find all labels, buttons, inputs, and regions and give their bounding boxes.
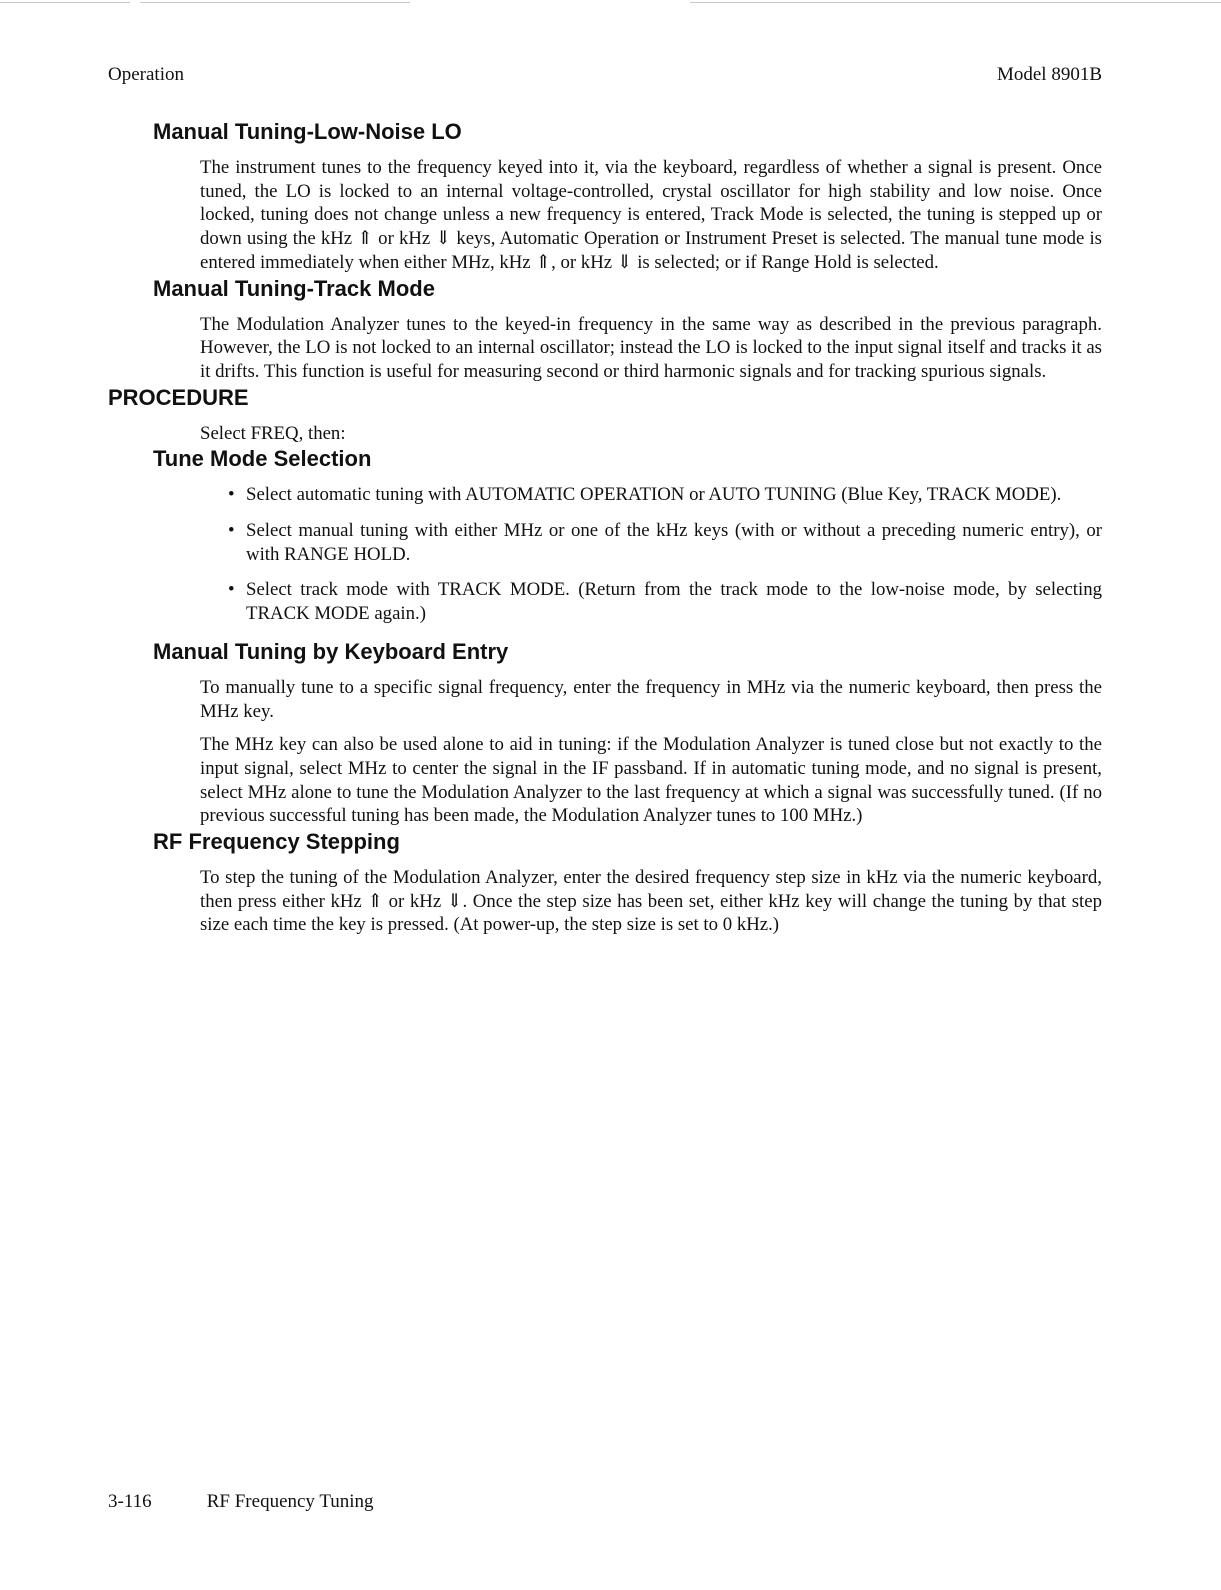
list-item-text: Select automatic tuning with AUTOMATIC OPERATION or AUTO TUNING (Blue Key, TRACK MODE).: [246, 484, 1062, 506]
list-item: [228, 578, 1102, 625]
heading-tune-mode-selection: Tune Mode Selection: [153, 446, 372, 472]
scan-edge-line: [140, 2, 410, 3]
paragraph-track-mode: The Modulation Analyzer tunes to the keyed-in frequency in the same way as described in the previous paragraph. However, the LO is not locked to an internal oscillator; instead the LO is locked to the input signal itself and tracks it as it drifts. This function is useful for measuring second or third harmonic signals and for tracking spurious signals.: [200, 313, 1102, 382]
header-section-name: Operation: [108, 64, 184, 85]
paragraph-rf-frequency-stepping: To step the tuning of the Modulation Analyzer, enter the desired frequency step size in kHz via the numeric keyboard, then press either kHz ⇑ or kHz ⇓. Once the step size has been set, either kHz key will change the tuning by that step size each time the key is pressed. (At power-up, the step size is set to 0 kHz.): [200, 867, 1102, 936]
page-number: 3-116: [108, 1491, 152, 1512]
paragraph-keyboard-entry-1: To manually tune to a specific signal frequency, enter the frequency in MHz via the numeric keyboard, then press the MHz key.: [200, 676, 1102, 722]
heading-track-mode: Manual Tuning-Track Mode: [153, 275, 435, 301]
paragraph-procedure: Select FREQ, then:: [200, 422, 346, 444]
paragraph-low-noise-lo: The instrument tunes to the frequency keyed into it, via the keyboard, regardless of whether a signal is present. Once tuned, the LO is locked to an internal voltage-controlled, crystal oscillator for high stability and low noise. Once locked, tuning does not change unless a new frequency is entered, Track Mode is selected, the tuning is stepped up or down using the kHz ⇑ or kHz ⇓ keys, Automatic Operation or Instrument Preset is selected. The manual tune mode is entered immediately when either MHz, kHz ⇑, or kHz ⇓ is selected; or if Range Hold is selected.: [200, 157, 1102, 273]
bullet-icon: •: [228, 579, 235, 601]
heading-procedure: PROCEDURE: [108, 384, 249, 410]
scan-edge-line: [0, 2, 130, 3]
heading-keyboard-entry: Manual Tuning by Keyboard Entry: [153, 638, 509, 664]
header-model-name: Model 8901B: [996, 64, 1102, 85]
bullet-icon: •: [228, 520, 235, 542]
scan-edge-line: [690, 2, 1221, 3]
footer-chapter-title: RF Frequency Tuning: [206, 1491, 374, 1512]
list-item: [228, 519, 1102, 566]
list-item-text: Select track mode with TRACK MODE. (Return from the track mode to the low-noise mode, by selecting TRACK MODE again.): [246, 579, 1102, 625]
list-item-text: Select manual tuning with either MHz or one of the kHz keys (with or without a preceding numeric entry), or with RANGE HOLD.: [246, 520, 1102, 565]
list-item: [228, 483, 1102, 507]
page-footer: [108, 1491, 374, 1513]
bullet-icon: •: [228, 484, 235, 506]
heading-rf-frequency-stepping: RF Frequency Stepping: [153, 829, 400, 855]
tune-mode-list: [228, 483, 1102, 626]
heading-low-noise-lo: Manual Tuning-Low-Noise LO: [153, 119, 462, 144]
page-content: [108, 118, 1102, 937]
paragraph-keyboard-entry-2: The MHz key can also be used alone to aid in tuning: if the Modulation Analyzer is tuned close but not exactly to the input signal, select MHz to center the signal in the IF passband. If in automatic tuning mode, and no signal is present, select MHz alone to tune the Modulation Analyzer to the last frequency at which a signal was successfully tuned. (If no previous successful tuning has been made, the Modulation Analyzer tunes to 100 MHz.): [200, 734, 1102, 827]
